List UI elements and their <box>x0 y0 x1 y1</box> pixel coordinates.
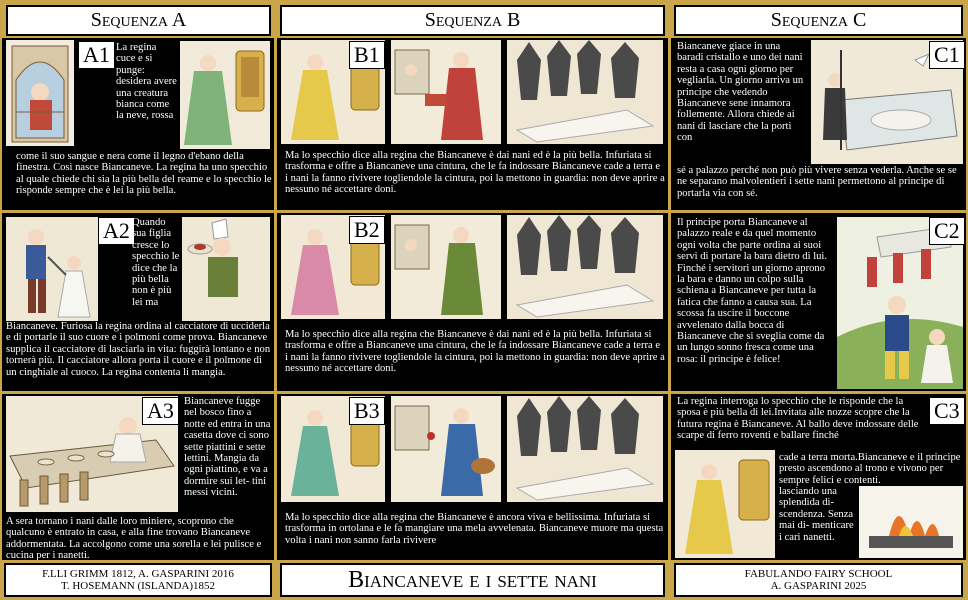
peddler-green-drawing <box>391 215 501 319</box>
label-b2: B2 <box>349 216 385 244</box>
panel-c2 <box>671 213 966 391</box>
panel-c1 <box>671 38 966 210</box>
panel-a1 <box>2 38 274 210</box>
header-c-text: Sequenza C <box>770 9 867 31</box>
illustration-queen-window <box>6 40 74 146</box>
dwarfs-mourning-drawing <box>507 396 663 502</box>
label-b3: B3 <box>349 397 385 425</box>
a2-side-text: Quando sua figlia cresce lo specchio le dice che la più bella non è più lei ma <box>132 217 180 308</box>
header-b-text: Sequenza B <box>424 9 521 31</box>
illustration-fire <box>859 486 963 558</box>
label-a3: A3 <box>142 397 179 425</box>
illustration-dwarfs-b2 <box>507 215 663 319</box>
footer-credits-right <box>674 563 963 597</box>
panel-a2 <box>2 213 274 391</box>
c1-bottom-text: sé a palazzo perché non può più vivere senza vederla. Anche se se ne separano malvolentieri i sette nani permettono al principe di portarla via con sé. <box>677 165 957 199</box>
header-sequenza-a <box>6 5 271 36</box>
panel-a3 <box>2 394 274 560</box>
label-b1: B1 <box>349 41 385 69</box>
illustration-dwarfs-b3 <box>507 396 663 502</box>
footer-right-line2: A. GASPARINI 2025 <box>770 580 867 592</box>
label-a1: A1 <box>78 41 115 69</box>
panel-b3 <box>277 394 668 560</box>
footer-right-line1: FABULANDO FAIRY SCHOOL <box>744 568 893 580</box>
illustration-peddler-b2 <box>391 215 501 319</box>
illustration-peddler-b1 <box>391 40 501 144</box>
queen-window-drawing <box>6 40 74 146</box>
panel-b2 <box>277 213 668 391</box>
apple-seller-drawing <box>391 396 501 502</box>
a2-bottom-text: Biancaneve. Furiosa la regina ordina al cacciatore di ucciderla e di portarle il suo cuore e i polmoni come prova. Biancaneve supplica il cacciatore di lasciarla in vita: fuggirà lontano e non tornerà più. Il cacciatore allora porta il cuore e il polmone di un cinghiale al cuoco. La regina contenta li mangia. <box>6 321 271 378</box>
c1-top-text: Biancaneve giace in una baradi cristallo e uno dei nani resta a casa ogni giorno per vegliarla. Un giorno arriva un principe che vedendo Biancaneve sene innamora follemente. Allora chiede ai nani di lasciare che la porti con <box>677 41 804 144</box>
c3-bottom-text: lasciando una splendida di- scendenza. Senza mai di- menticare i cari nanetti. <box>779 486 854 543</box>
illustration-queen-mirror-a1 <box>180 41 270 149</box>
dwarfs-rescue-drawing-2 <box>507 215 663 319</box>
illustration-hunter <box>6 217 98 321</box>
illustration-queen-mirror-c3 <box>675 450 775 558</box>
b2-text: Ma lo specchio dice alla regina che Biancaneve è dai nani ed è la più bella. Infuriata si trasforma e offre a Biancaneve una cintura, che le fa indossare Biancaneve cade a terra e i nani la fanno rivivere togliendole la cintura, poi la mettono in guardia: non deve aprire a nessuno né accettare doni. <box>285 329 665 375</box>
queen-mirror-drawing <box>180 41 270 149</box>
footer-title <box>280 563 665 597</box>
header-sequenza-c <box>674 5 963 36</box>
panel-b1 <box>277 38 668 210</box>
hunter-drawing <box>6 217 98 321</box>
label-a2: A2 <box>98 217 135 245</box>
footer-credits-left <box>4 563 272 597</box>
c3-middle-text: cade a terra morta.Biancaneve e il principe presto ascendono al trono e vivono per sempre felici e contenti. <box>779 452 961 486</box>
c3-top-text: La regina interroga lo specchio che le risponde che la sposa è più bella di lei.Invitata alle nozze scopre che la futura regina è Biancaneve. Al ballo deve indossare delle scarpe di ferro roventi e ballare finché <box>677 396 919 442</box>
c2-text: Il principe porta Biancaneve al palazzo reale e da quel momento ogni volta che parte ordina ai suoi servi di portare la bara dietro di lui. Finché i servitori un giorno aprono la bara e danno un colpo sulla schiena a Biancaneve per tutta la fatica che fanno a causa sua. La scossa fa uscire il boccone avvelenato dalla bocca di Biancaneve che si sveglia come da un lungo sonno fresca come una rosa: il principe è felice! <box>677 217 828 365</box>
label-c3: C3 <box>929 397 965 425</box>
dwarfs-rescue-drawing <box>507 40 663 144</box>
story-title: Biancaneve e i sette nani <box>348 566 597 593</box>
panel-c3 <box>671 394 966 560</box>
queen-c3-drawing <box>675 450 775 558</box>
a1-side-text: La regina cuce e si punge: desidera avere una creatura bianca come la neve, rossa <box>116 42 177 122</box>
illustration-cook <box>182 217 270 321</box>
footer-left-line2: T. HOSEMANN (ISLANDA)1852 <box>60 580 216 592</box>
illustration-dwarfs-b1 <box>507 40 663 144</box>
cook-drawing <box>182 217 270 321</box>
b3-text: Ma lo specchio dice alla regina che Biancaneve è ancora viva e bellissima. Infuriata si trasforma in ortolana e le fa mangiare una mela avvelenata. Biancaneve muore ma questa volta i nani non sanno farla rivivere <box>285 512 664 546</box>
illustration-apple-seller <box>391 396 501 502</box>
header-a-text: Sequenza A <box>90 9 187 31</box>
header-sequenza-b <box>280 5 665 36</box>
fire-drawing <box>859 486 963 558</box>
a3-bottom-text: A sera tornano i nani dalle loro miniere, scoprono che qualcuno è entrato in casa, e alla fine trovano Biancaneve addormentata. La accolgono come una sorella e lei pulisce e cucina per i nanetti. <box>6 516 262 560</box>
a3-side-text: Biancaneve fugge nel bosco fino a notte ed entra in una casetta dove ci sono sette piattini e sette lettini. Mangia da ogni piattino, e va a dormire sui let- tini messi vicini. <box>184 396 271 499</box>
b1-text: Ma lo specchio dice alla regina che Biancaneve è dai nani ed è la più bella. Infuriata si trasforma e offre a Biancaneve una cintura, che le fa indossare Biancaneve cade a terra e i nani la fanno rivivere togliendole la cintura, poi la mettono in guardia: non deve aprire a nessuno né accettare doni. <box>285 150 665 196</box>
label-c2: C2 <box>929 217 965 245</box>
label-c1: C1 <box>929 41 965 69</box>
a1-bottom-text: come il suo sangue e nera come il legno d'ebano della finestra. Così nasce Biancaneve. La regina ha uno specchio al quale chiede chi sia la più bella del reame e lo specchio le risponde sempre che è lei la più bella. <box>16 151 272 197</box>
footer-left-line1: F.LLI GRIMM 1812, A. GASPARINI 2016 <box>42 568 234 580</box>
peddler-red-drawing <box>391 40 501 144</box>
